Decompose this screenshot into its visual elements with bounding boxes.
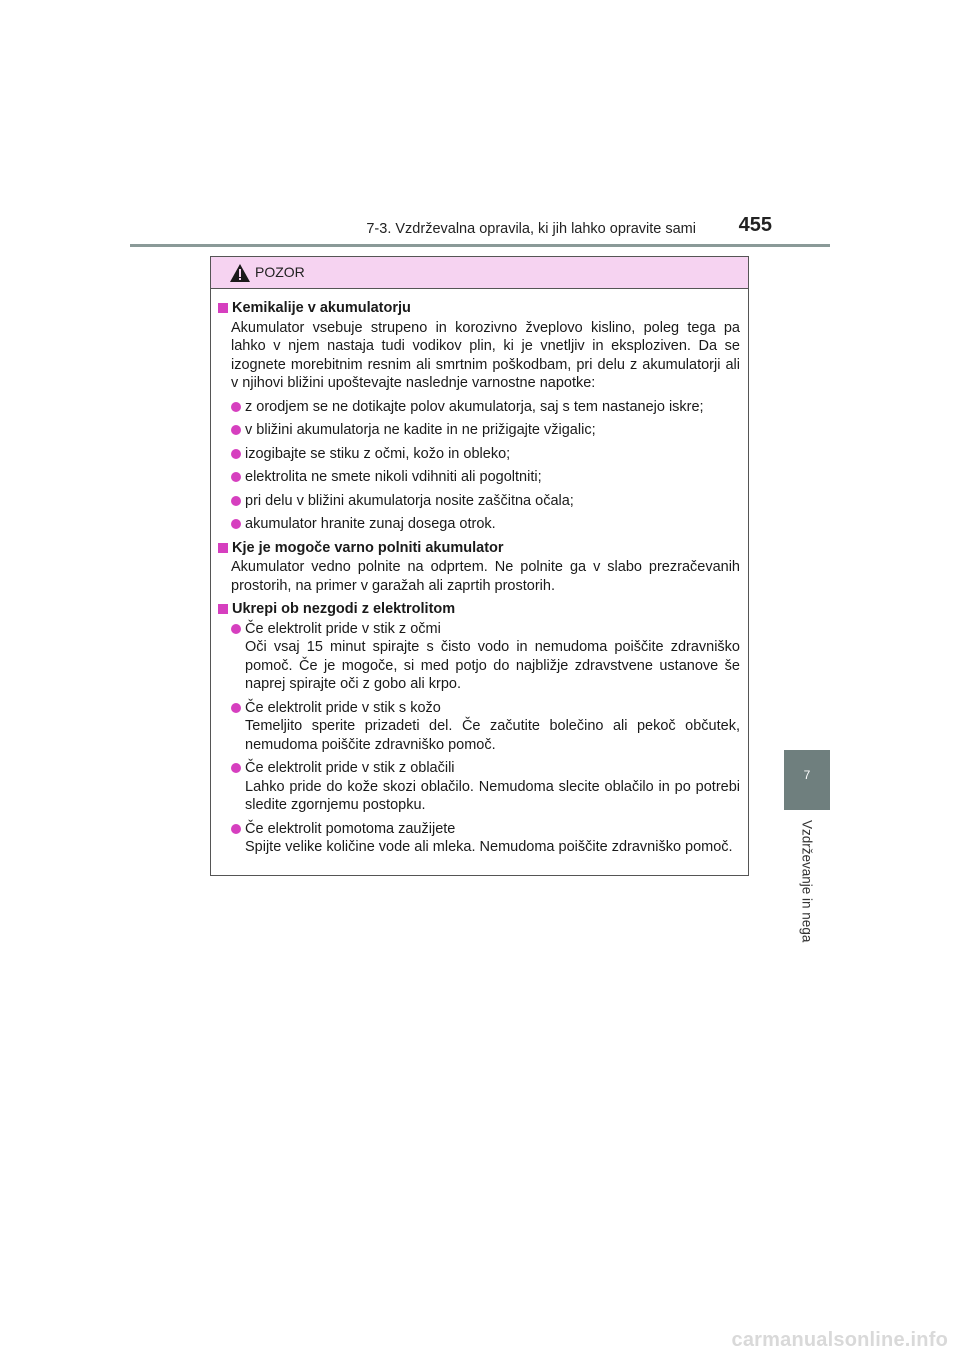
section-heading: [218, 600, 740, 619]
list-item-text: Lahko pride do kože skozi oblačilo. Nemudoma slecite oblačilo in po potrebi sledite zgornjemu postopku.: [245, 778, 740, 813]
section-safe-charging: [218, 539, 740, 596]
warning-header: [211, 257, 748, 289]
round-bullet-icon: [231, 519, 241, 529]
square-bullet-icon: [218, 604, 228, 614]
list-item-title: Če elektrolit pomotoma zaužijete: [245, 820, 456, 837]
list-item-body: [245, 820, 740, 857]
list-item-text: v bližini akumulatorja ne kadite in ne prižigajte vžigalic;: [245, 422, 596, 438]
round-bullet-icon: [231, 763, 241, 773]
section-battery-chemicals: [218, 299, 740, 534]
header-divider: [130, 244, 830, 247]
list-item: [231, 421, 740, 440]
section-heading: [218, 299, 740, 318]
list-item: [231, 468, 740, 487]
list-item: [231, 620, 740, 694]
list-item-body: [245, 699, 740, 755]
list-item-text: izogibajte se stiku z očmi, kožo in obleko;: [245, 445, 511, 462]
round-bullet-icon: [231, 703, 241, 713]
list-item-text: Oči vsaj 15 minut spirajte s čisto vodo in nemudoma poiščite zdravniško pomoč. Če je mogoče, si med potjo do najbližje zdravstvene ustanove še naprej spirajte oči z gobo ali krpo.: [245, 639, 740, 692]
list-item-text: pri delu v bližini akumulatorja nosite zaščitna očala;: [245, 492, 574, 509]
list-item-title: Če elektrolit pride v stik z oblačili: [245, 760, 455, 776]
chapter-tab: [784, 750, 830, 810]
square-bullet-icon: [218, 543, 228, 553]
chapter-label: Vzdrževanje in nega: [799, 820, 815, 943]
list-item-title: Če elektrolit pride v stik z očmi: [245, 620, 441, 637]
round-bullet-icon: [231, 624, 241, 634]
list-item: [231, 398, 740, 417]
list-item: [231, 759, 740, 815]
section-heading-text: Ukrepi ob nezgodi z elektrolitom: [232, 601, 456, 617]
section-paragraph: Akumulator vsebuje strupeno in korozivno žveplovo kislino, poleg tega pa lahko v njem nastaja tudi vodikov plin, ki je vnetljiv in eksploziven. Da se izognete morebitnim resnim ali smrtnim poškodbam, pri delu z akumulatorji ali v njihovi bližini upoštevajte naslednje varnostne napotke:: [231, 319, 740, 391]
round-bullet-icon: [231, 472, 241, 482]
section-heading-text: Kemikalije v akumulatorju: [232, 300, 411, 316]
section-heading-text: Kje je mogoče varno polniti akumulator: [232, 539, 504, 556]
list-item: [231, 699, 740, 755]
list-item: [231, 515, 740, 534]
warning-triangle-icon: [229, 263, 251, 283]
list-item: [231, 445, 740, 464]
section-electrolyte-accident: [218, 600, 740, 857]
list-item-text: Temeljito sperite prizadeti del. Če začutite bolečino ali pekoč občutek, nemudoma poiščite zdravniško pomoč.: [245, 718, 740, 753]
list-item-text: akumulator hranite zunaj dosega otrok.: [245, 516, 496, 532]
warning-body: [211, 289, 748, 857]
round-bullet-icon: [231, 449, 241, 459]
page-header: [210, 214, 772, 244]
page-number: 455: [738, 214, 772, 236]
watermark: carmanualsonline.info: [731, 1329, 948, 1351]
list-item-body: [245, 759, 740, 815]
chapter-number: 7: [803, 768, 811, 782]
warning-box: [210, 256, 749, 876]
round-bullet-icon: [231, 402, 241, 412]
list-item-text: elektrolita ne smete nikoli vdihniti ali pogoltniti;: [245, 469, 542, 485]
list-item-body: [245, 620, 740, 694]
section-heading: [218, 539, 740, 558]
round-bullet-icon: [231, 824, 241, 834]
round-bullet-icon: [231, 425, 241, 435]
section-title: 7-3. Vzdrževalna opravila, ki jih lahko opravite sami: [366, 221, 696, 237]
section-paragraph: Akumulator vedno polnite na odprtem. Ne polnite ga v slabo prezračevanih prostorih, na primer v garažah ali zaprtih prostorih.: [231, 559, 740, 594]
list-item-text: z orodjem se ne dotikajte polov akumulatorja, saj s tem nastanejo iskre;: [245, 398, 704, 415]
list-item-title: Če elektrolit pride v stik s kožo: [245, 699, 441, 716]
warning-label: POZOR: [255, 264, 305, 280]
list-item-text: Spijte velike količine vode ali mleka. Nemudoma poiščite zdravniško pomoč.: [245, 839, 733, 855]
round-bullet-icon: [231, 496, 241, 506]
list-item: [231, 820, 740, 857]
square-bullet-icon: [218, 303, 228, 313]
chapter-label-container: [800, 820, 814, 960]
list-item: [231, 492, 740, 511]
